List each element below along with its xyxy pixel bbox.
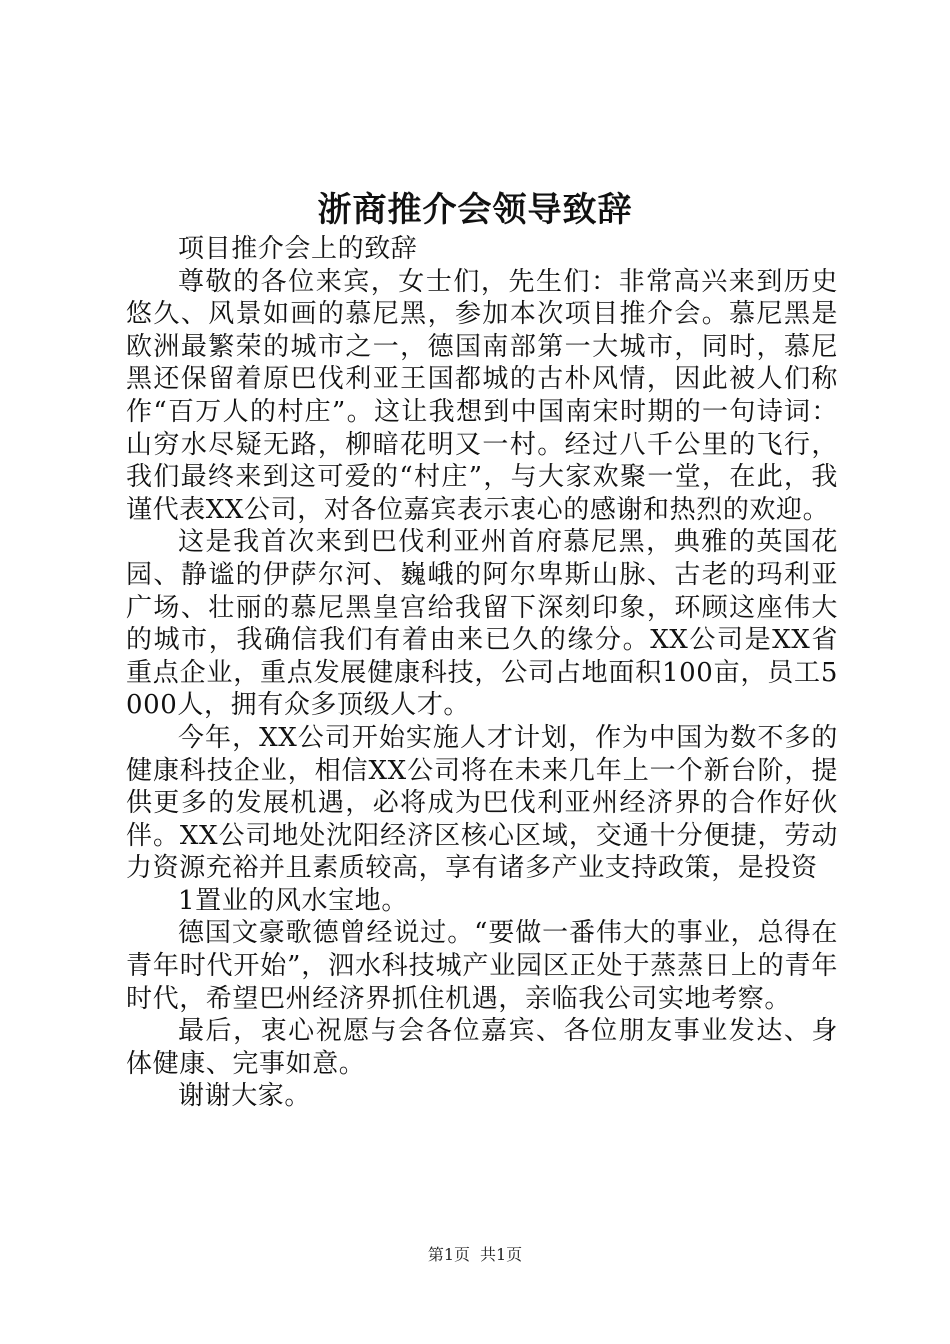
greeting-paragraph: 尊敬的各位来宾，女士们，先生们：非常高兴来到历史悠久、风景如画的慕尼黑，参加本次项目推介会。慕尼黑是欧洲最繁荣的城市之一，德国南部第一大城市，同时，慕尼黑还保留着原巴伐利亚王国都城的古朴风情，因此被人们称作“百万人的村庄”。这让我想到中国南宋时期的一句诗词：山穷水尽疑无路，柳暗花明又一村。经过八千公里的飞行，我们最终来到这可爱的“村庄”，与大家欢聚一堂，在此，我谨代表XX公司，对各位嘉宾表示衷心的感谢和热烈的欢迎。	[126, 266, 838, 525]
goethe-quote-paragraph: 德国文豪歌德曾经说过。“要做一番伟大的事业，总得在青年时代开始”，泗水科技城产业园区正处于蒸蒸日上的青年时代，希望巴州经济界抓住机遇，亲临我公司实地考察。	[126, 918, 838, 1014]
page-number: 第1页	[427, 1245, 470, 1264]
closing-wishes-paragraph: 最后，衷心祝愿与会各位嘉宾、各位朋友事业发达、身体健康、完事如意。	[126, 1016, 838, 1079]
document-title: 浙商推介会领导致辞	[317, 190, 633, 230]
subtitle-paragraph: 项目推介会上的致辞	[178, 234, 418, 264]
munich-impression-paragraph: 这是我首次来到巴伐利亚州首府慕尼黑，典雅的英国花园、静谧的伊萨尔河、巍峨的阿尔卑斯山脉、古老的玛利亚广场、壮丽的慕尼黑皇宫给我留下深刻印象，环顾这座伟大的城市，我确信我们有着由来已久的缘分。XX公司是XX省重点企业，重点发展健康科技，公司占地面积100亩，员工5000人，拥有众多顶级人才。	[126, 527, 838, 721]
company-plan-paragraph: 今年，XX公司开始实施人才计划，作为中国为数不多的健康科技企业，相信XX公司将在未来几年上一个新台阶，提供更多的发展机遇，必将成为巴伐利亚州经济界的合作好伙伴。XX公司地处沈阳经济区核心区域，交通十分便捷，劳动力资源充裕并且素质较高，享有诸多产业支持政策，是投资	[126, 722, 838, 884]
page-total: 共1页	[480, 1245, 523, 1264]
thanks-paragraph: 谢谢大家。	[178, 1081, 312, 1112]
document-body	[126, 233, 838, 1113]
page-footer	[0, 1243, 950, 1267]
investment-paragraph: 1置业的风水宝地。	[178, 885, 408, 916]
